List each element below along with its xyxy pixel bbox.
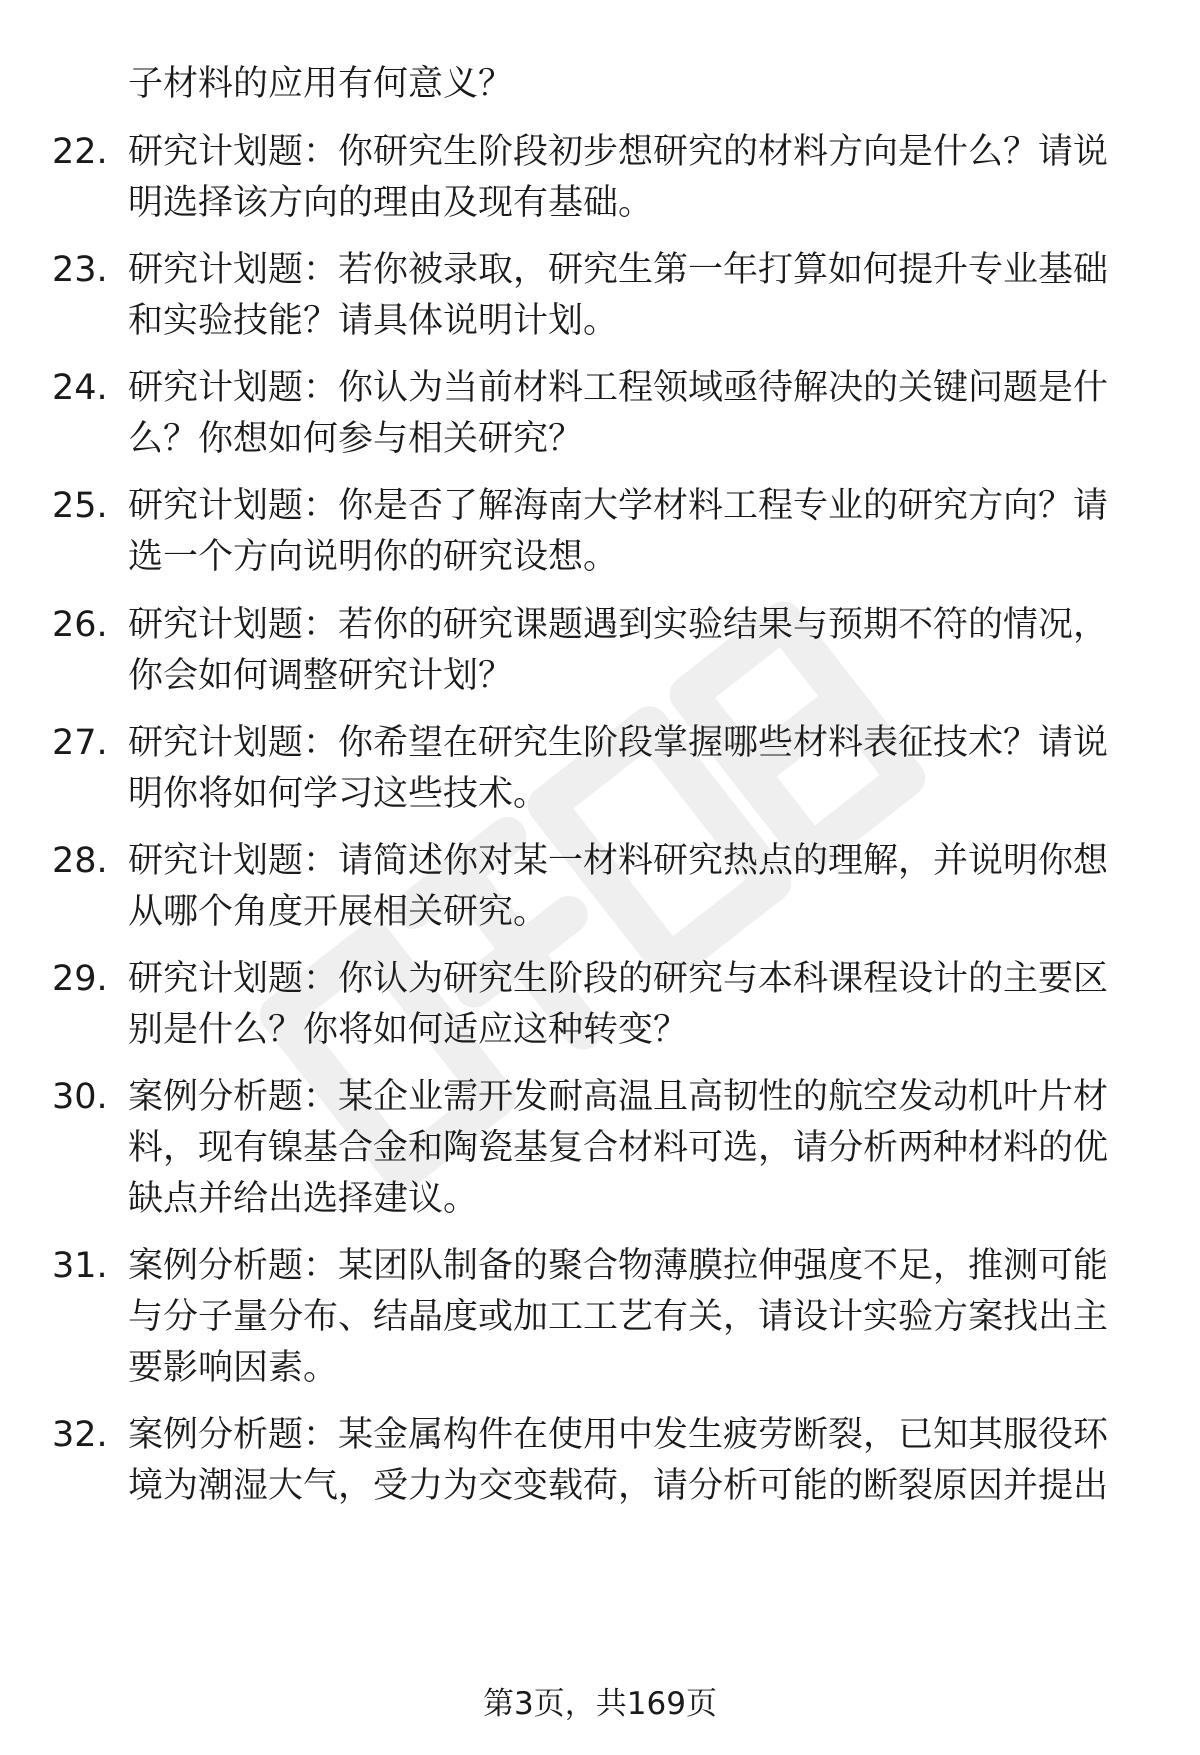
question-item <box>52 1241 1142 1394</box>
question-text: 研究计划题：你研究生阶段初步想研究的材料方向是什么？请说明选择该方向的理由及现有基础。 <box>128 132 1109 223</box>
question-item <box>52 127 1142 229</box>
question-text: 案例分析题：某团队制备的聚合物薄膜拉伸强度不足，推测可能与分子量分布、结晶度或加工工艺有关，请设计实验方案找出主要影响因素。 <box>128 1246 1109 1388</box>
question-text: 研究计划题：若你被录取，研究生第一年打算如何提升专业基础和实验技能？请具体说明计划。 <box>128 250 1109 341</box>
question-item <box>52 600 1142 702</box>
question-text: 案例分析题：某企业需开发耐高温且高韧性的航空发动机叶片材料，现有镍基合金和陶瓷基复合材料可选，请分析两种材料的优缺点并给出选择建议。 <box>128 1077 1109 1219</box>
question-item <box>52 954 1142 1056</box>
question-number: 27. <box>52 723 108 763</box>
question-item <box>52 245 1142 347</box>
question-text: 研究计划题：请简述你对某一材料研究热点的理解，并说明你想从哪个角度开展相关研究。 <box>128 841 1109 932</box>
question-item <box>52 836 1142 938</box>
continuation-text: 子材料的应用有何意义？ <box>128 64 514 104</box>
question-text: 研究计划题：你认为研究生阶段的研究与本科课程设计的主要区别是什么？你将如何适应这种转变？ <box>128 959 1109 1050</box>
question-item <box>52 718 1142 820</box>
question-number: 31. <box>52 1246 108 1286</box>
question-text: 研究计划题：你认为当前材料工程领域亟待解决的关键问题是什么？你想如何参与相关研究？ <box>128 368 1109 459</box>
question-item <box>52 363 1142 465</box>
question-number: 29. <box>52 959 108 999</box>
question-number: 24. <box>52 368 108 408</box>
question-text: 研究计划题：你是否了解海南大学材料工程专业的研究方向？请选一个方向说明你的研究设想。 <box>128 486 1109 577</box>
question-item <box>52 481 1142 583</box>
question-number: 22. <box>52 132 108 172</box>
question-number: 32. <box>52 1415 108 1455</box>
question-text: 研究计划题：若你的研究课题遇到实验结果与预期不符的情况，你会如何调整研究计划？ <box>128 605 1109 696</box>
question-item <box>52 1072 1142 1225</box>
question-number: 26. <box>52 605 108 645</box>
question-text: 研究计划题：你希望在研究生阶段掌握哪些材料表征技术？请说明你将如何学习这些技术。 <box>128 723 1109 814</box>
page-footer: 第3页，共169页 <box>483 1686 717 1722</box>
question-text: 案例分析题：某金属构件在使用中发生疲劳断裂，已知其服役环境为潮湿大气，受力为交变载荷，请分析可能的断裂原因并提出 <box>128 1415 1109 1506</box>
question-number: 30. <box>52 1077 108 1117</box>
question-number: 28. <box>52 841 108 881</box>
question-number: 25. <box>52 486 108 526</box>
question-number: 23. <box>52 250 108 290</box>
question-item <box>52 1410 1142 1512</box>
